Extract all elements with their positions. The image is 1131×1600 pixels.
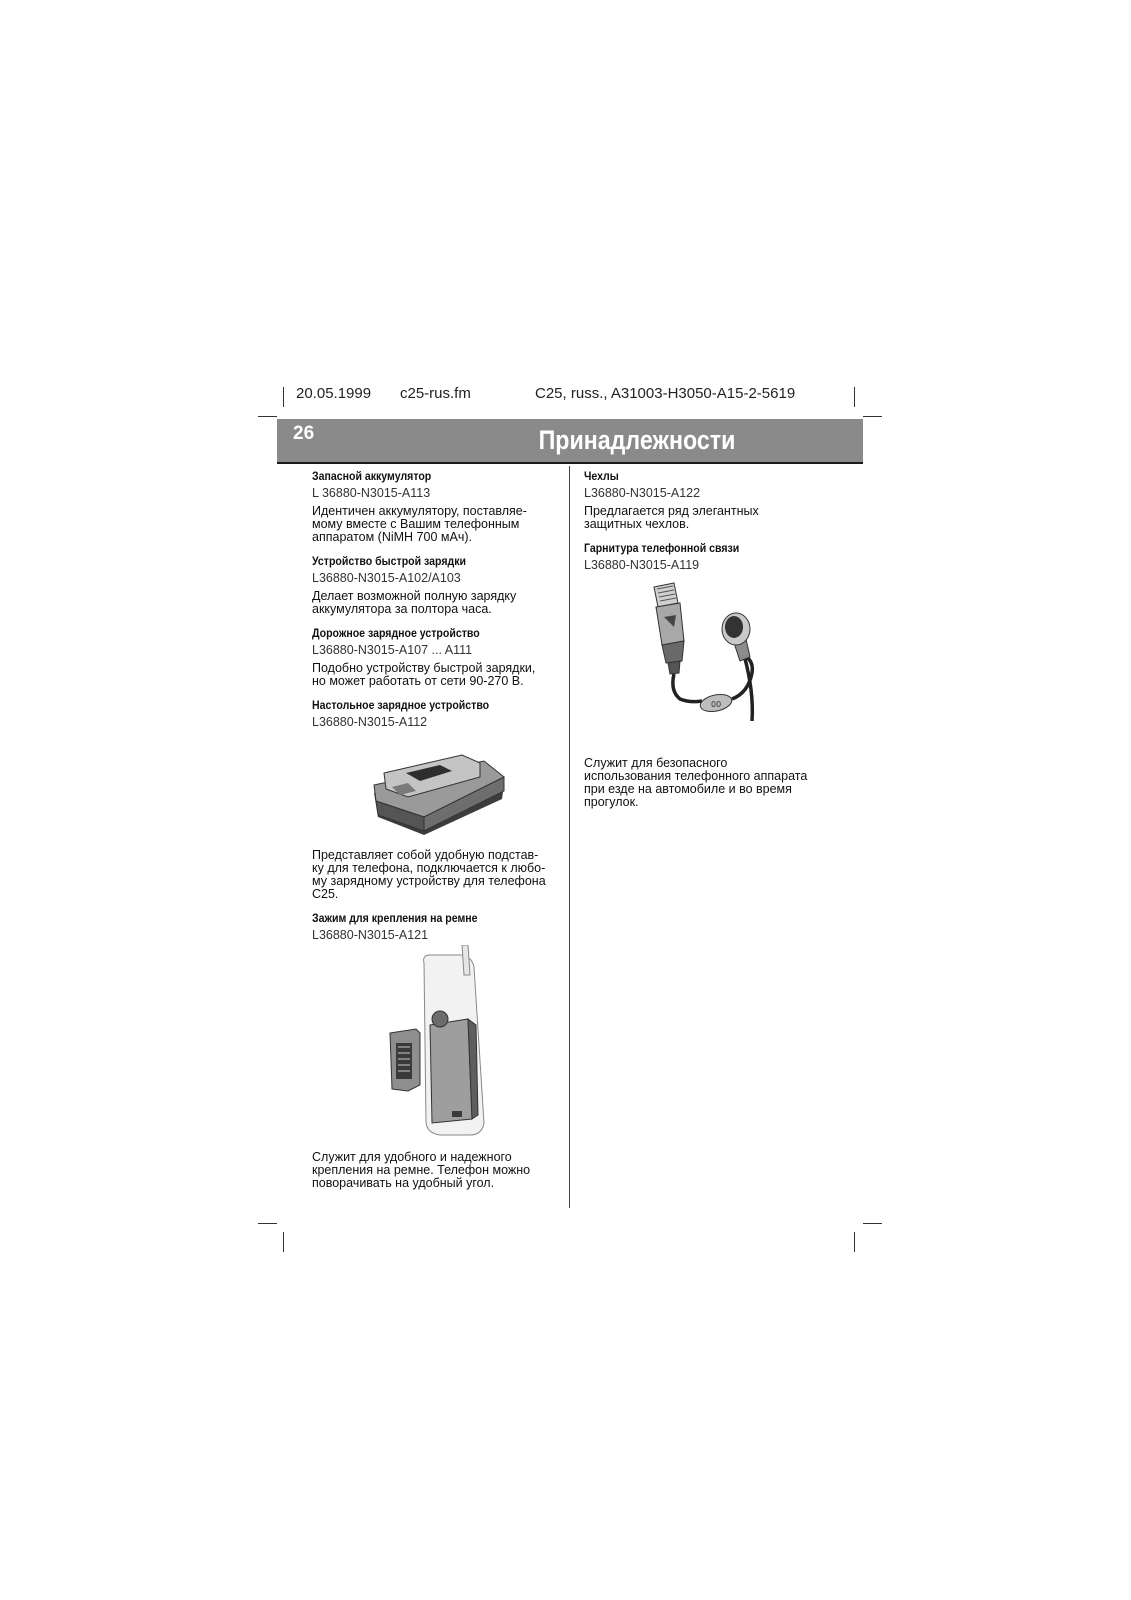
section-heading: Гарнитура телефонной связи xyxy=(584,541,740,555)
section-heading: Запасной аккумулятор xyxy=(312,469,432,483)
right-column xyxy=(584,469,854,809)
section-description: Служит для безопасного использования телефонного аппарата при езде на автомобиле и во время прогулок. xyxy=(584,756,808,809)
section-heading: Чехлы xyxy=(584,469,619,483)
section-heading: Устройство быстрой зарядки xyxy=(312,554,466,568)
crop-mark xyxy=(283,387,284,407)
crop-mark xyxy=(854,1232,855,1252)
section-description: Идентичен аккумулятору, поставляе- мому вместе с Вашим телефонным аппаратом (NiMH 700 мАч). xyxy=(312,504,527,544)
section-heading: Настольное зарядное устройство xyxy=(312,698,490,712)
section-description: Служит для удобного и надежного крепления на ремне. Телефон можно поворачивать на удобный угол. xyxy=(312,1150,531,1190)
section-description: Представляет собой удобную подстав- ку для телефона, подключается к любо- му зарядному устройству для телефона C25. xyxy=(312,848,546,901)
headset-illustration xyxy=(584,581,854,741)
page-number: 26 xyxy=(293,423,315,444)
left-column xyxy=(312,469,567,1190)
section-description: Делает возможной полную зарядку аккумулятора за полтора часа. xyxy=(312,589,517,616)
part-number: L36880-N3015-A102/A103 xyxy=(312,571,461,585)
section-heading: Зажим для крепления на ремне xyxy=(312,911,478,925)
desktop-charger-illustration xyxy=(312,733,567,841)
section-belt-clip xyxy=(312,911,567,1190)
crop-mark xyxy=(258,1223,277,1224)
belt-clip-illustration xyxy=(312,945,567,1137)
section-quick-charger xyxy=(312,554,567,616)
crop-mark xyxy=(854,387,855,407)
section-heading: Дорожное зарядное устройство xyxy=(312,626,480,640)
part-number: L36880-N3015-A122 xyxy=(584,486,701,500)
section-description: Предлагается ряд элегантных защитных чехлов. xyxy=(584,504,759,531)
print-date: 20.05.1999 xyxy=(296,385,372,402)
crop-mark xyxy=(258,416,277,417)
part-number: L36880-N3015-A121 xyxy=(312,928,429,942)
crop-mark xyxy=(863,416,882,417)
part-number: L 36880-N3015-A113 xyxy=(312,486,431,500)
print-filename: c25-rus.fm xyxy=(400,385,471,402)
svg-text:00: 00 xyxy=(711,700,722,709)
crop-mark xyxy=(283,1232,284,1252)
page-title: Принадлежности xyxy=(538,425,736,455)
part-number: L36880-N3015-A119 xyxy=(584,558,700,572)
print-doc-id: C25, russ., A31003-H3050-A15-2-5619 xyxy=(535,385,796,402)
part-number: L36880-N3015-A107 ... A111 xyxy=(312,643,473,657)
column-divider xyxy=(569,466,570,1208)
crop-mark xyxy=(863,1223,882,1224)
part-number: L36880-N3015-A112 xyxy=(312,715,428,729)
section-desktop-charger xyxy=(312,698,567,901)
section-spare-battery xyxy=(312,469,567,544)
section-travel-charger xyxy=(312,626,567,688)
section-headset xyxy=(584,541,854,809)
section-description: Подобно устройству быстрой зарядки, но может работать от сети 90-270 В. xyxy=(312,661,536,688)
title-bar xyxy=(277,419,863,464)
section-cases xyxy=(584,469,854,531)
